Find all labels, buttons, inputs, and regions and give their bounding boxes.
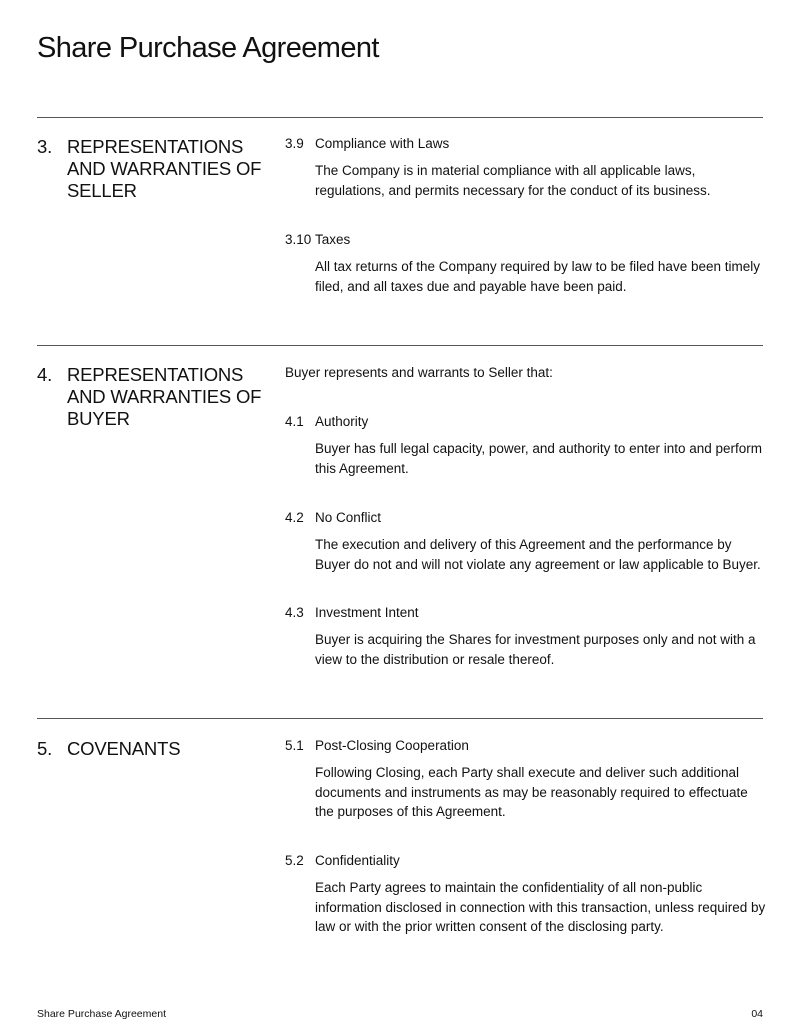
clause-number: 5.2 (285, 853, 304, 868)
clause-title: Authority (315, 414, 369, 429)
clause-heading (285, 604, 765, 622)
clause-heading (285, 135, 765, 153)
clause-4-3 (285, 604, 765, 669)
section-number: 5. (37, 738, 53, 759)
clause-body: Each Party agrees to maintain the confidentiality of all non-public information disclosed in connection with this transaction, unless required by law or with the prior written consent of the disclosing party. (315, 880, 766, 935)
section-heading-4 (37, 364, 267, 430)
clause-body: The execution and delivery of this Agreement and the performance by Buyer do not and will not violate any agreement or law applicable to Buyer. (315, 537, 761, 572)
section-divider (37, 718, 763, 719)
clause-heading (285, 737, 765, 755)
section-heading-3 (37, 136, 267, 202)
section-title: REPRESENTATIONS AND WARRANTIES OF SELLER (67, 136, 262, 201)
clause-body: Following Closing, each Party shall execute and deliver such additional documents and instruments as may be reasonably required to effectuate the purposes of this Agreement. (315, 765, 748, 820)
clause-heading (285, 231, 765, 249)
clause-number: 3.10 (285, 232, 312, 247)
clause-title: Investment Intent (315, 605, 419, 620)
clause-heading (285, 852, 765, 870)
section-number: 4. (37, 364, 53, 385)
clause-heading (285, 413, 765, 431)
clause-5-2 (285, 852, 765, 937)
clause-body: All tax returns of the Company required by law to be filed have been timely filed, and all taxes due and payable have been paid. (315, 259, 760, 294)
clause-5-1 (285, 737, 765, 822)
section-intro: Buyer represents and warrants to Seller that: (285, 365, 553, 380)
clause-3-9 (285, 135, 765, 200)
clause-title: No Conflict (315, 510, 382, 525)
page-number: 04 (751, 1008, 763, 1020)
section-divider (37, 345, 763, 346)
clause-3-10 (285, 231, 765, 296)
section-divider (37, 117, 763, 118)
clause-number: 4.1 (285, 414, 304, 429)
clause-number: 4.2 (285, 510, 304, 525)
clause-heading (285, 509, 765, 527)
clause-title: Post-Closing Cooperation (315, 738, 469, 753)
clause-body: Buyer has full legal capacity, power, and authority to enter into and perform this Agreement. (315, 441, 763, 476)
section-number: 3. (37, 136, 53, 157)
document-title: Share Purchase Agreement (37, 32, 379, 64)
clause-body: Buyer is acquiring the Shares for investment purposes only and not with a view to the distribution or resale thereof. (315, 632, 756, 667)
clause-title: Compliance with Laws (315, 136, 450, 151)
footer-title: Share Purchase Agreement (37, 1008, 166, 1020)
clause-body: The Company is in material compliance with all applicable laws, regulations, and permits necessary for the conduct of its business. (315, 163, 711, 198)
clause-number: 5.1 (285, 738, 304, 753)
clause-title: Taxes (315, 232, 351, 247)
section-title: COVENANTS (67, 738, 181, 759)
clause-4-2 (285, 509, 765, 574)
clause-number: 4.3 (285, 605, 304, 620)
section-heading-5 (37, 738, 267, 760)
section-title: REPRESENTATIONS AND WARRANTIES OF BUYER (67, 364, 262, 429)
clause-number: 3.9 (285, 136, 304, 151)
clause-title: Confidentiality (315, 853, 400, 868)
clause-4-1 (285, 413, 765, 478)
